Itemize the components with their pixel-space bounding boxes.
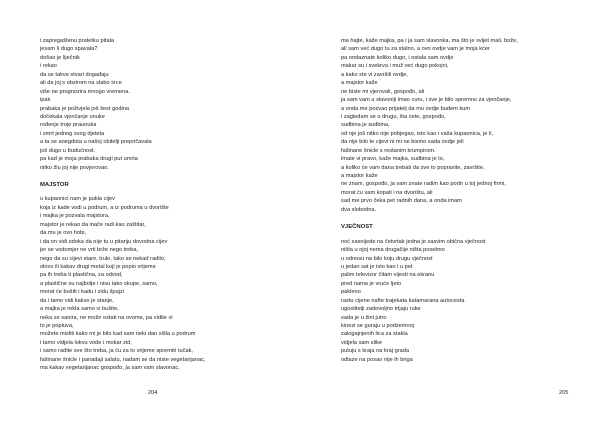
poem-line: nego da su cijevi stare, trule, tako se nekad radilo, — [40, 255, 166, 262]
poem-line: ali da joj s obzirom na slabo srce — [40, 80, 122, 87]
poem-line: ja sam vam u slavoniji imao curu, i sve je bilo spremno za vjenčanje, — [341, 97, 512, 104]
poem-line: više ne prognozira mnogo vremena. — [40, 88, 130, 95]
poem-line: i rekao — [40, 63, 57, 70]
poem-line: pred nama je vruće ljeto — [341, 280, 402, 287]
poem-line: od nje još nitko nije pobjegao, isto kao i vaša kupaonica, je li, — [341, 130, 494, 137]
poem-line: odlaze na posao nije ih briga — [341, 356, 413, 363]
poem-line: možete misliti kako mi je bilo kad sam neki dan sišla u podrum — [40, 331, 196, 338]
poem-line: da nije bilo te cijevi ni mi ne bismo sada ovdje jeli — [341, 139, 464, 146]
poem-line: i zapregaštenu pratetku pitala — [40, 38, 114, 44]
poem-line: ma hajte, kaže majka, pa i ja sam slavonka, ma što je svijet mali, bože, — [341, 38, 518, 44]
poem-line: ništa u njoj nema drugačije ništa posebno — [341, 247, 445, 254]
poem-line: putuju s kraja na kraj grada — [341, 348, 410, 355]
poem-line: ipak — [40, 97, 51, 104]
poem-line: nitko žiu joj nije povjerovao. — [40, 164, 110, 171]
poem-line: ma kakav vegetarijanac gospođo, ja sam vam slavonac, — [40, 365, 180, 372]
right-text-column — [341, 37, 581, 364]
poem-line: zalogajnjenih lica za stakla — [341, 331, 408, 338]
page-number-right: 205 — [559, 390, 569, 396]
poem-line: rođenje troje praunuka — [40, 122, 97, 129]
poem-line: to je popluva, — [40, 323, 74, 329]
poem-line: sad me prvo čeka pet radnih dana, a onda imam — [341, 198, 462, 205]
poem-title: MAJSTOR — [40, 182, 69, 188]
poem-line: pa kad je moja prabaka drugi put umrla — [40, 156, 138, 163]
poem-line: pakleno — [341, 289, 361, 296]
poem-line: i samo radite sve što treba, ja ću za to vrijeme spremiti ručak, — [40, 348, 193, 355]
poem-line: u kupaonici nam je pukla cijev — [40, 196, 115, 203]
poem-line: vidjela sam slike — [341, 339, 383, 346]
left-text-column — [40, 37, 280, 373]
poem-line: i tamo vidjela lokvu vode i mokar zid, — [40, 339, 132, 346]
poem-line: fašinane šnicle s restanim krumpirom. — [341, 147, 436, 154]
poem-line: olovo ili kakav drugi metal koji je popio vrijeme — [40, 263, 156, 270]
poem-line: dočekala vjenčanje unuke — [40, 113, 105, 120]
poem-line: da se takve stvari događaju — [40, 71, 109, 78]
poem-line: morat ću vam kopati i na dvorištu, ali — [341, 189, 433, 196]
poem-line: a koliko će vam dana trebati da sve to popravite, završite, — [341, 164, 485, 171]
poem-line: u odnosu na bilo koju drugu vječnost — [341, 255, 433, 262]
poem-line: a ta se anegdota u našoj obitelji prepričavala — [40, 139, 152, 146]
poem-line: i zagledam se u drugu, šta ćete, gospođo, — [341, 113, 446, 120]
poem-line: jesam li dugo spavala? — [40, 46, 98, 53]
poem-line: da i tamo vidi kakvo je stanje, — [40, 297, 114, 304]
poem-line: prabaka je poživjela još šest godina — [40, 105, 130, 112]
poem-line: koja iz kade vodi u podrum, a iz podruma u dvorište — [40, 204, 169, 211]
poem-line: a kako ste vi završili ovdje, — [341, 71, 408, 78]
poem-title: VJEČNOST — [341, 224, 373, 231]
poem-line: kinezi se guraju u podzemnoj — [341, 323, 415, 329]
poem-line: morat će bušiti i kadu i zidu špajzi — [40, 289, 125, 296]
poem-line: ne znam, gospođo, ja vam znate radim kao portir u toj jednoj firmi, — [341, 181, 506, 188]
poem-line: imate vi pravo, kaže majka, sudbina je to, — [341, 156, 445, 163]
poem-line: došao je liječnik — [40, 54, 80, 61]
poem-line: a onda me pozvao prijatelj da mu ovdje budem kum — [341, 105, 471, 112]
poem-line: neka se sanira, ne može ostati na ovome, pa vidite vi — [40, 314, 173, 321]
right-page — [300, 0, 600, 423]
poem-line: i smrt jednog svog djeteta — [40, 130, 105, 137]
poem-line: sada je u žini jutro — [341, 314, 387, 321]
poem-line: rastu cijene nafte trajekata katamarana autocesta — [341, 297, 465, 304]
poem-line: a plastične su najbolje i nisu tako skupe, samo, — [40, 280, 158, 287]
poem-line: ne biste mi vjerovali, gospođo, ali — [341, 88, 425, 95]
poem-line: a majka je rekla samo vi bušite, — [40, 306, 119, 313]
poem-line: fašinane šnicle i panadaji salatu, nadam se da niste vegetarijanac, — [40, 356, 206, 363]
poem-line: u jedan sat je isto kao i u pet — [341, 263, 413, 270]
poem-line: pa ondaznate koliko dugo, i ostala sam ovdje — [341, 54, 454, 61]
poem-line: i majka je pozvala majstora. — [40, 213, 110, 220]
poem-line: još dugo u budućnost. — [40, 147, 96, 154]
poem-line: ali sam već dugo tu za stalno, a ovo ovdje vam je moja kćer — [341, 46, 490, 53]
poem-line: a majstor kaže — [341, 173, 378, 179]
poem-line: a majstor kaže — [341, 80, 378, 87]
poem-line: majstor je rekao da inače radi kao zaštitar, — [40, 221, 146, 228]
poem-line: noć sasnijede na četvrtak jedna je sasvim obična vječnost — [341, 238, 486, 245]
poem-line: jer se vodomjer ne vrti brže nego treba, — [40, 247, 139, 254]
poem-line: dva slobodna. — [341, 206, 377, 213]
poem-line: makar su i svekrva i muž već dugo pokojni, — [341, 63, 449, 70]
poem-line: i da on vidi odoka da nije tu u pitanju dovodna cijev — [40, 238, 168, 245]
poem-line: ugostitelji zadovoljno trljaju ruke — [341, 306, 421, 313]
poem-line: da mu je ovo hobi, — [40, 230, 87, 237]
poem-line: palim televizor čitam vijesti na ekranu — [341, 272, 435, 279]
poem-line: sudbina je sudbina, — [341, 122, 390, 129]
page-number-left: 204 — [148, 390, 158, 396]
poem-line: pa ih treba ti plastična, za odvod, — [40, 272, 123, 279]
